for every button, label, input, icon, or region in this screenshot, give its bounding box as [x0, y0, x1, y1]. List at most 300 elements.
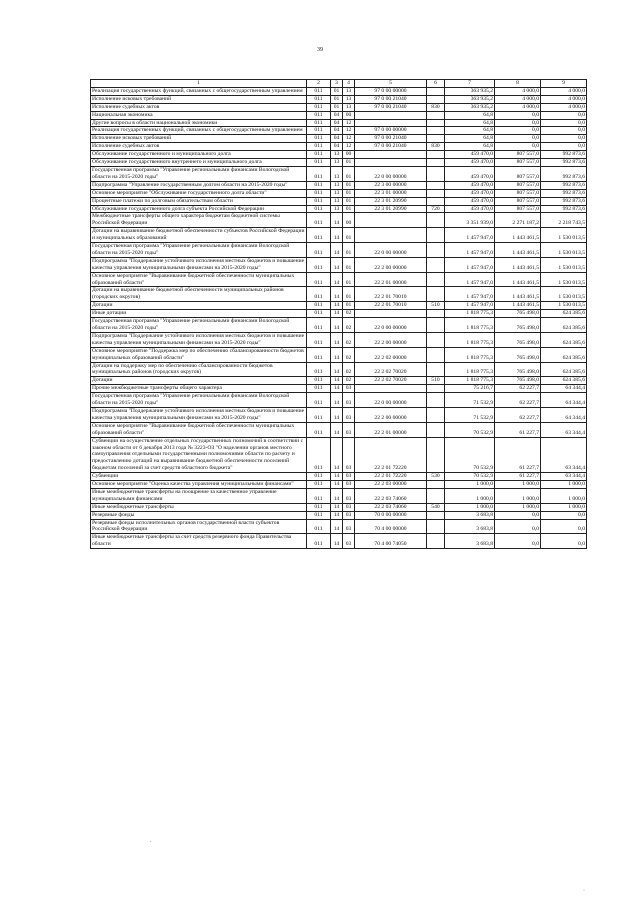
section-cell: 13: [331, 189, 343, 197]
expense-type-cell: [427, 362, 445, 377]
target-article-cell: 97 0 00 21040: [355, 143, 427, 151]
code-cell: 011: [307, 347, 331, 362]
amount-cell: 75 216,7: [445, 385, 495, 393]
target-article-cell: [355, 310, 427, 318]
section-cell: 14: [331, 257, 343, 272]
expense-type-cell: [427, 422, 445, 437]
row-name-cell: Подпрограмма "Поддержание устойчивого исполнения местных бюджетов и повышение качества управления муниципальными финансами на 2015-2020 годы": [91, 407, 307, 422]
row-name-cell: Исполнение исковых требований: [91, 95, 307, 103]
target-article-cell: 22 2 00 00000: [355, 332, 427, 347]
target-article-cell: 22 2 02 70020: [355, 362, 427, 377]
amount-cell: 64,8: [445, 111, 495, 119]
expense-type-cell: [427, 332, 445, 347]
row-name-cell: Основное мероприятие "Выравнивание бюджетной обеспеченности муниципальных образований области": [91, 422, 307, 437]
target-article-cell: [355, 159, 427, 167]
row-name-cell: Подпрограмма "Поддержание устойчивого исполнения местных бюджетов и повышение качества управления муниципальными финансами на 2015-2020 годы": [91, 257, 307, 272]
section-cell: 14: [331, 287, 343, 302]
column-header: 9: [541, 80, 587, 88]
subsection-cell: 01: [343, 205, 355, 213]
target-article-cell: 97 0 00 21040: [355, 103, 427, 111]
subsection-cell: 03: [343, 481, 355, 489]
amount-cell: 1 818 775,3: [445, 377, 495, 385]
row-name-cell: Обслуживание государственного и муниципального долга: [91, 151, 307, 159]
amount-cell: 992 873,6: [541, 197, 587, 205]
amount-cell: 1 818 775,3: [445, 318, 495, 333]
section-cell: 14: [331, 407, 343, 422]
target-article-cell: [355, 228, 427, 243]
section-cell: 14: [331, 437, 343, 473]
row-name-cell: Дотации на поддержку мер по обеспечению сбалансированности бюджетов муниципальных районов (городских округов): [91, 362, 307, 377]
amount-cell: 3 351 939,0: [445, 213, 495, 228]
amount-cell: 992 873,6: [541, 159, 587, 167]
amount-cell: 1 000,0: [445, 503, 495, 511]
table-row: [91, 151, 587, 159]
row-name-cell: Обслуживание государственного долга субъекта Российской Федерации: [91, 205, 307, 213]
amount-cell: 1 443 461,5: [495, 272, 541, 287]
code-cell: 011: [307, 257, 331, 272]
code-cell: 011: [307, 488, 331, 503]
amount-cell: 807 557,0: [495, 166, 541, 181]
column-header: 8: [495, 80, 541, 88]
amount-cell: 64 344,4: [541, 407, 587, 422]
code-cell: 011: [307, 377, 331, 385]
code-cell: 011: [307, 103, 331, 111]
table-row: [91, 135, 587, 143]
section-cell: 14: [331, 362, 343, 377]
subsection-cell: 01: [343, 257, 355, 272]
row-name-cell: Подпрограмма "Поддержание устойчивого исполнения местных бюджетов и повышение качества управления муниципальными финансами на 2015-2020 годы": [91, 332, 307, 347]
row-name-cell: Субвенции на осуществление отдельных государственных полномочий в соответствии с законом области от 6 декабря 2013 года № 3223-ОЗ "О наделении органов местного самоуправления отдельными государственными полномочиями области по расчету и предоставлению дотаций на выравнивание бюджетной обеспеченности поселений бюджетам поселений за счет средств областного бюджета": [91, 437, 307, 473]
amount-cell: 63 344,4: [541, 473, 587, 481]
row-name-cell: Другие вопросы в области национальной экономики: [91, 119, 307, 127]
row-name-cell: Исполнение судебных актов: [91, 143, 307, 151]
amount-cell: 61 227,7: [495, 473, 541, 481]
amount-cell: 765 498,0: [495, 310, 541, 318]
row-name-cell: Основное мероприятие "Выравнивание бюджетной обеспеченности муниципальных образований области": [91, 272, 307, 287]
code-cell: 011: [307, 362, 331, 377]
expense-type-cell: [427, 127, 445, 135]
amount-cell: 70 532,9: [445, 437, 495, 473]
code-cell: 011: [307, 407, 331, 422]
expense-type-cell: [427, 243, 445, 258]
amount-cell: 765 498,0: [495, 362, 541, 377]
amount-cell: 1 818 775,3: [445, 332, 495, 347]
subsection-cell: 02: [343, 310, 355, 318]
row-name-cell: Иные межбюджетные трансферты: [91, 503, 307, 511]
expense-type-cell: [427, 407, 445, 422]
target-article-cell: 22 0 00 00000: [355, 393, 427, 408]
target-article-cell: 22 0 00 00000: [355, 318, 427, 333]
section-cell: 13: [331, 181, 343, 189]
code-cell: 011: [307, 519, 331, 534]
target-article-cell: 22 3 01 20990: [355, 205, 427, 213]
subsection-cell: 02: [343, 377, 355, 385]
code-cell: 011: [307, 437, 331, 473]
code-cell: 011: [307, 166, 331, 181]
amount-cell: 3 683,8: [445, 534, 495, 549]
section-cell: 14: [331, 385, 343, 393]
code-cell: 011: [307, 385, 331, 393]
amount-cell: 0,0: [495, 143, 541, 151]
table-row: [91, 422, 587, 437]
code-cell: 011: [307, 159, 331, 167]
code-cell: 011: [307, 473, 331, 481]
expense-type-cell: [427, 393, 445, 408]
code-cell: 011: [307, 393, 331, 408]
subsection-cell: 12: [343, 143, 355, 151]
amount-cell: 1 530 013,5: [541, 302, 587, 310]
code-cell: 011: [307, 287, 331, 302]
target-article-cell: 22 2 01 00000: [355, 272, 427, 287]
expense-type-cell: 510: [427, 302, 445, 310]
amount-cell: 2 218 743,5: [541, 213, 587, 228]
amount-cell: 1 818 775,3: [445, 310, 495, 318]
amount-cell: 765 498,0: [495, 318, 541, 333]
row-name-cell: Основное мероприятие "Оценка качества управления муниципальными финансами": [91, 481, 307, 489]
amount-cell: 765 498,0: [495, 332, 541, 347]
code-cell: 011: [307, 511, 331, 519]
amount-cell: 1 457 947,0: [445, 287, 495, 302]
subsection-cell: 03: [343, 488, 355, 503]
code-cell: 011: [307, 111, 331, 119]
subsection-cell: 01: [343, 189, 355, 197]
amount-cell: 459 470,0: [445, 205, 495, 213]
row-name-cell: Основное мероприятие "Обслуживание государственного долга области": [91, 189, 307, 197]
table-row: [91, 272, 587, 287]
amount-cell: 807 557,0: [495, 159, 541, 167]
table-row: [91, 332, 587, 347]
row-name-cell: Субвенции: [91, 473, 307, 481]
amount-cell: 624 385,6: [541, 310, 587, 318]
row-name-cell: Государственная программа "Управление региональными финансами Вологодской области на 2015-2020 годы": [91, 243, 307, 258]
amount-cell: 624 385,6: [541, 347, 587, 362]
amount-cell: 3 683,8: [445, 519, 495, 534]
code-cell: 011: [307, 87, 331, 95]
section-cell: 13: [331, 166, 343, 181]
amount-cell: 0,0: [495, 511, 541, 519]
row-name-cell: Государственная программа "Управление региональными финансами Вологодской области на 2015-2020 годы": [91, 393, 307, 408]
amount-cell: 64,8: [445, 119, 495, 127]
column-header: 1: [91, 80, 307, 88]
amount-cell: 459 470,0: [445, 166, 495, 181]
amount-cell: 459 470,0: [445, 189, 495, 197]
section-cell: 14: [331, 302, 343, 310]
scan-dot: ·: [583, 888, 585, 894]
amount-cell: 3 683,8: [445, 511, 495, 519]
subsection-cell: 12: [343, 135, 355, 143]
expense-type-cell: 510: [427, 377, 445, 385]
section-cell: 14: [331, 347, 343, 362]
table-row: [91, 103, 587, 111]
table-row: [91, 228, 587, 243]
expense-type-cell: [427, 272, 445, 287]
amount-cell: 807 557,0: [495, 181, 541, 189]
section-cell: 04: [331, 127, 343, 135]
target-article-cell: 22 2 01 72220: [355, 437, 427, 473]
code-cell: 011: [307, 181, 331, 189]
code-cell: 011: [307, 243, 331, 258]
target-article-cell: 22 2 01 70010: [355, 287, 427, 302]
column-header: 4: [343, 80, 355, 88]
table-row: [91, 95, 587, 103]
row-name-cell: Процентные платежи по долговым обязательствам области: [91, 197, 307, 205]
target-article-cell: 97 0 00 00000: [355, 127, 427, 135]
amount-cell: 61 227,7: [495, 422, 541, 437]
table-row: [91, 181, 587, 189]
expense-type-cell: 830: [427, 103, 445, 111]
amount-cell: 64,8: [445, 127, 495, 135]
table-row: [91, 166, 587, 181]
table-row: [91, 302, 587, 310]
subsection-cell: 13: [343, 95, 355, 103]
budget-table: [90, 79, 587, 549]
amount-cell: 61 227,7: [495, 437, 541, 473]
expense-type-cell: [427, 189, 445, 197]
column-header: 6: [427, 80, 445, 88]
subsection-cell: 03: [343, 422, 355, 437]
code-cell: 011: [307, 332, 331, 347]
expense-type-cell: [427, 318, 445, 333]
code-cell: 011: [307, 503, 331, 511]
amount-cell: 1 000,0: [541, 503, 587, 511]
amount-cell: 4 000,0: [495, 95, 541, 103]
amount-cell: 0,0: [495, 534, 541, 549]
table-row: [91, 310, 587, 318]
section-cell: 01: [331, 95, 343, 103]
row-name-cell: Исполнение исковых требований: [91, 135, 307, 143]
subsection-cell: 03: [343, 534, 355, 549]
amount-cell: 1 530 013,5: [541, 257, 587, 272]
target-article-cell: 22 3 01 20990: [355, 197, 427, 205]
amount-cell: 0,0: [541, 511, 587, 519]
expense-type-cell: [427, 181, 445, 189]
amount-cell: 765 498,0: [495, 377, 541, 385]
column-header: 5: [355, 80, 427, 88]
amount-cell: 62 227,7: [495, 407, 541, 422]
row-name-cell: Резервные фонды исполнительных органов государственной власти субъектов Российской Федерации: [91, 519, 307, 534]
amount-cell: 2 271 187,2: [495, 213, 541, 228]
amount-cell: 459 470,0: [445, 181, 495, 189]
amount-cell: 624 385,6: [541, 318, 587, 333]
table-row: [91, 243, 587, 258]
expense-type-cell: [427, 151, 445, 159]
target-article-cell: 22 3 01 00000: [355, 189, 427, 197]
amount-cell: 1 000,0: [495, 481, 541, 489]
scan-dot: .: [150, 838, 152, 844]
amount-cell: 1 530 013,5: [541, 287, 587, 302]
expense-type-cell: 720: [427, 205, 445, 213]
amount-cell: 4 000,0: [541, 95, 587, 103]
amount-cell: 64 344,4: [541, 393, 587, 408]
amount-cell: 1 443 461,5: [495, 287, 541, 302]
column-header: 2: [307, 80, 331, 88]
amount-cell: 4 000,0: [495, 103, 541, 111]
code-cell: 011: [307, 272, 331, 287]
table-row: [91, 519, 587, 534]
target-article-cell: 22 0 00 00000: [355, 243, 427, 258]
expense-type-cell: [427, 257, 445, 272]
row-name-cell: Основное мероприятие "Поддержка мер по обеспечению сбалансированности бюджетов муниципальных образований области": [91, 347, 307, 362]
expense-type-cell: [427, 159, 445, 167]
amount-cell: 1 000,0: [445, 488, 495, 503]
table-row: [91, 347, 587, 362]
section-cell: 01: [331, 87, 343, 95]
code-cell: 011: [307, 310, 331, 318]
section-cell: 14: [331, 228, 343, 243]
row-name-cell: Дотации: [91, 302, 307, 310]
amount-cell: 1 457 947,0: [445, 228, 495, 243]
code-cell: 011: [307, 143, 331, 151]
amount-cell: 1 530 013,5: [541, 228, 587, 243]
amount-cell: 459 470,0: [445, 197, 495, 205]
table-row: [91, 481, 587, 489]
amount-cell: 1 457 947,0: [445, 272, 495, 287]
section-cell: 14: [331, 422, 343, 437]
amount-cell: 1 443 461,5: [495, 228, 541, 243]
row-name-cell: Межбюджетные трансферты общего характера бюджетам бюджетной системы Российской Федерации: [91, 213, 307, 228]
amount-cell: 1 443 461,5: [495, 302, 541, 310]
amount-cell: 992 873,6: [541, 189, 587, 197]
amount-cell: 0,0: [541, 534, 587, 549]
section-cell: 14: [331, 243, 343, 258]
table-row: [91, 488, 587, 503]
amount-cell: 807 557,0: [495, 205, 541, 213]
code-cell: 011: [307, 189, 331, 197]
table-row: [91, 127, 587, 135]
subsection-cell: 01: [343, 181, 355, 189]
table-row: [91, 189, 587, 197]
expense-type-cell: [427, 111, 445, 119]
expense-type-cell: [427, 213, 445, 228]
table-row: [91, 159, 587, 167]
amount-cell: 64,8: [445, 143, 495, 151]
amount-cell: 624 385,6: [541, 332, 587, 347]
table-row: [91, 437, 587, 473]
target-article-cell: [355, 385, 427, 393]
target-article-cell: [355, 119, 427, 127]
row-name-cell: Иные дотации: [91, 310, 307, 318]
amount-cell: 0,0: [495, 135, 541, 143]
amount-cell: 70 532,9: [445, 422, 495, 437]
section-cell: 14: [331, 519, 343, 534]
table-header-row: [91, 80, 587, 88]
amount-cell: 363 935,2: [445, 95, 495, 103]
amount-cell: 1 457 947,0: [445, 302, 495, 310]
table-row: [91, 473, 587, 481]
table-row: [91, 87, 587, 95]
amount-cell: 1 443 461,5: [495, 257, 541, 272]
section-cell: 13: [331, 159, 343, 167]
amount-cell: 71 532,9: [445, 407, 495, 422]
code-cell: 011: [307, 151, 331, 159]
row-name-cell: Иные межбюджетные трансферты за счет средств резервного фонда Правительства области: [91, 534, 307, 549]
amount-cell: 1 530 013,5: [541, 243, 587, 258]
row-name-cell: Реализация государственных функций, связанных с общегосударственным управлением: [91, 127, 307, 135]
expense-type-cell: [427, 310, 445, 318]
code-cell: 011: [307, 481, 331, 489]
subsection-cell: 03: [343, 511, 355, 519]
amount-cell: 4 000,0: [541, 87, 587, 95]
target-article-cell: 22 2 00 00000: [355, 407, 427, 422]
target-article-cell: 22 2 00 00000: [355, 257, 427, 272]
target-article-cell: [355, 111, 427, 119]
amount-cell: 4 000,0: [495, 87, 541, 95]
section-cell: 04: [331, 119, 343, 127]
row-name-cell: Государственная программа "Управление региональными финансами Вологодской области на 2015-2020 годы": [91, 318, 307, 333]
table-row: [91, 111, 587, 119]
amount-cell: 1 000,0: [541, 481, 587, 489]
table-row: [91, 503, 587, 511]
expense-type-cell: 830: [427, 143, 445, 151]
section-cell: 14: [331, 272, 343, 287]
target-article-cell: [355, 213, 427, 228]
amount-cell: 363 935,2: [445, 87, 495, 95]
expense-type-cell: [427, 437, 445, 473]
amount-cell: 624 385,6: [541, 377, 587, 385]
section-cell: 14: [331, 488, 343, 503]
expense-type-cell: [427, 166, 445, 181]
subsection-cell: 12: [343, 119, 355, 127]
table-row: [91, 205, 587, 213]
table-row: [91, 377, 587, 385]
code-cell: 011: [307, 534, 331, 549]
subsection-cell: 00: [343, 213, 355, 228]
expense-type-cell: [427, 287, 445, 302]
subsection-cell: 01: [343, 159, 355, 167]
target-article-cell: 70 4 00 00000: [355, 519, 427, 534]
target-article-cell: 22 2 01 00000: [355, 422, 427, 437]
target-article-cell: 22 2 03 00000: [355, 481, 427, 489]
table-row: [91, 511, 587, 519]
code-cell: 011: [307, 422, 331, 437]
expense-type-cell: [427, 347, 445, 362]
amount-cell: 62 227,7: [495, 385, 541, 393]
target-article-cell: 22 2 03 74060: [355, 488, 427, 503]
target-article-cell: 97 0 00 21040: [355, 95, 427, 103]
amount-cell: 0,0: [541, 111, 587, 119]
subsection-cell: 02: [343, 362, 355, 377]
target-article-cell: 22 2 02 00000: [355, 347, 427, 362]
code-cell: 011: [307, 213, 331, 228]
section-cell: 14: [331, 481, 343, 489]
amount-cell: 1 000,0: [541, 488, 587, 503]
code-cell: 011: [307, 197, 331, 205]
subsection-cell: 03: [343, 407, 355, 422]
section-cell: 04: [331, 111, 343, 119]
subsection-cell: 03: [343, 473, 355, 481]
amount-cell: 992 873,6: [541, 166, 587, 181]
amount-cell: 1 443 461,5: [495, 243, 541, 258]
amount-cell: 0,0: [495, 111, 541, 119]
expense-type-cell: [427, 135, 445, 143]
amount-cell: 992 873,6: [541, 151, 587, 159]
row-name-cell: Обслуживание государственного внутреннего и муниципального долга: [91, 159, 307, 167]
amount-cell: 1 000,0: [445, 481, 495, 489]
row-name-cell: Государственная программа "Управление региональными финансами Вологодской области на 2015-2020 годы": [91, 166, 307, 181]
subsection-cell: 00: [343, 151, 355, 159]
expense-type-cell: 540: [427, 503, 445, 511]
expense-type-cell: [427, 481, 445, 489]
subsection-cell: 03: [343, 385, 355, 393]
amount-cell: 1 530 013,5: [541, 272, 587, 287]
row-name-cell: Дотации: [91, 377, 307, 385]
subsection-cell: 01: [343, 302, 355, 310]
subsection-cell: 01: [343, 272, 355, 287]
table-row: [91, 197, 587, 205]
expense-type-cell: [427, 488, 445, 503]
amount-cell: 0,0: [541, 119, 587, 127]
section-cell: 14: [331, 377, 343, 385]
